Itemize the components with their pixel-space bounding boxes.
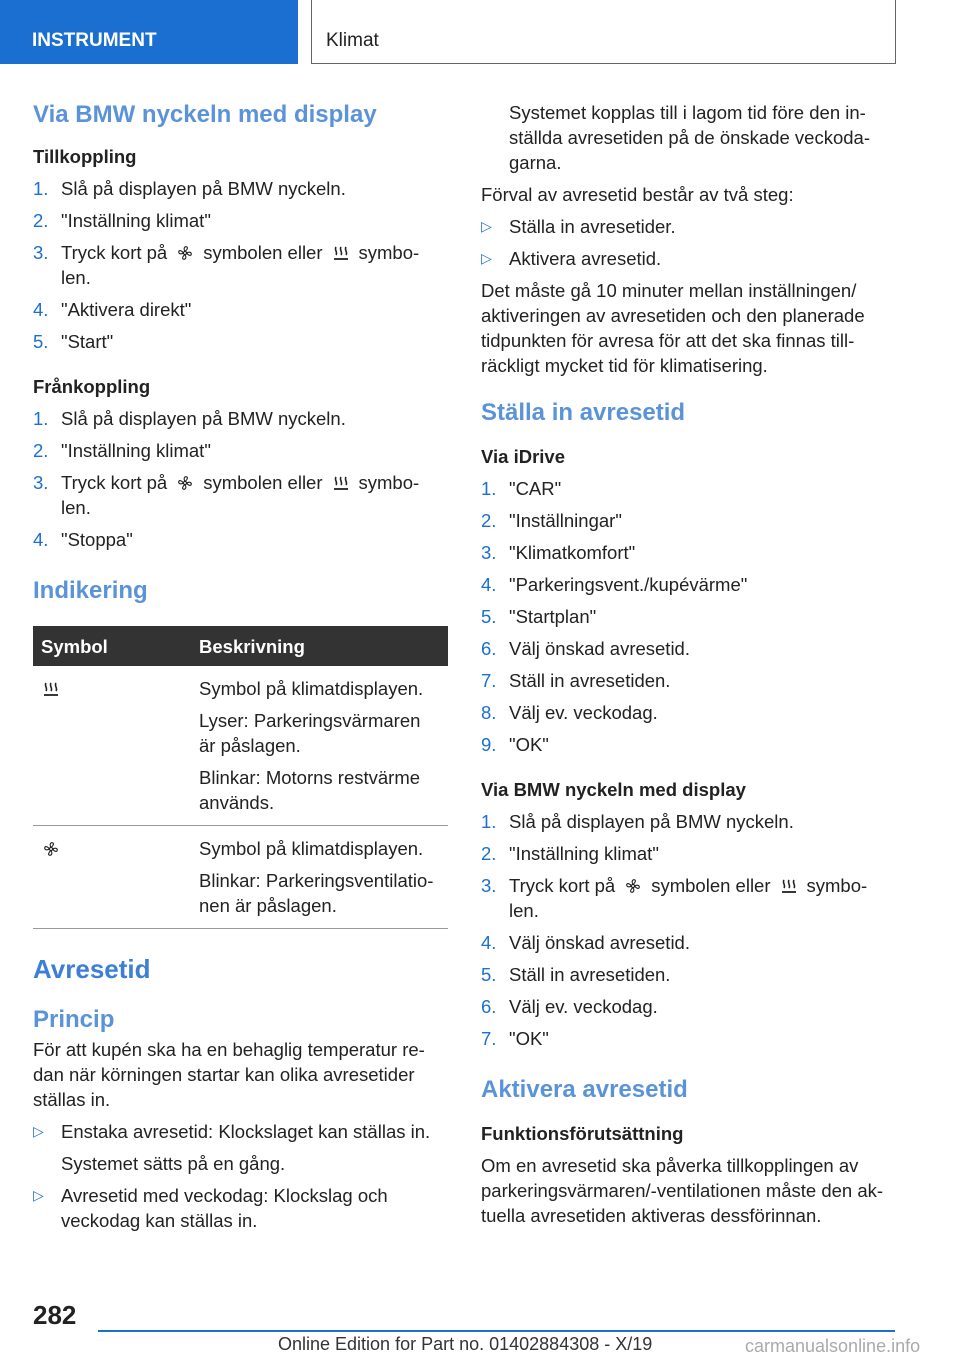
heater-icon (41, 681, 61, 697)
list-item: 4. Välj önskad avresetid. (481, 932, 690, 953)
heater-icon (331, 245, 351, 261)
idrive-steps-list (481, 476, 896, 757)
list-item: 4. "Aktivera direkt" (33, 299, 192, 320)
list-item: 3. Tryck kort på symbolen eller symbo- len. (33, 242, 420, 288)
heading-idrive: Via iDrive (481, 446, 565, 467)
list-item: 2. "Inställning klimat" (33, 210, 211, 231)
list-item: 5. "Startplan" (481, 606, 597, 627)
heater-icon (331, 475, 351, 491)
forval-bullets (481, 214, 896, 271)
list-item: ▷ Aktivera avresetid. (481, 248, 662, 269)
table-row: Symbol på klimatdisplayen. Lyser: Parkeringsvärmaren är påslagen. Blinkar: Motorns restvärme används. (33, 666, 448, 826)
list-item: 8. Välj ev. veckodag. (481, 702, 658, 723)
footer-rule (98, 1330, 895, 1332)
off-steps-list (33, 406, 448, 552)
list-item: 3. Tryck kort på symbolen eller symbo- len. (33, 472, 420, 518)
list-item: 4. "Stoppa" (33, 529, 133, 550)
list-item: ▷ Enstaka avresetid: Klockslaget kan ställas in. (33, 1121, 431, 1142)
chapter-tab: Klimat (311, 0, 896, 64)
heading-tillkoppling: Tillkoppling (33, 146, 137, 167)
funktion-text: Om en avresetid ska påverka tillkopplingen av parkeringsvärmaren/-ventilationen måste den ak-tuella avresetiden aktiveras dessförinnan. (481, 1155, 884, 1226)
list-item: 6. Välj önskad avresetid. (481, 638, 690, 659)
table-row: Symbol på klimatdisplayen. Blinkar: Parkeringsventilatio-nen är påslagen. (33, 826, 448, 929)
heading-aktivera: Aktivera avresetid (481, 1076, 688, 1103)
fan-icon (175, 245, 195, 261)
list-item: 6. Välj ev. veckodag. (481, 996, 658, 1017)
list-item: 5. Ställ in avresetiden. (481, 964, 671, 985)
list-item: 7. "OK" (481, 1028, 549, 1049)
heading-display: Via BMW nyckeln med display (33, 101, 377, 128)
watermark-text: carmanualsonline.info (745, 1336, 921, 1356)
heater-icon (779, 878, 799, 894)
continued-text: Systemet kopplas till i lagom tid före den in-ställda avresetiden på de önskade veckoda-garna. (509, 102, 870, 173)
left-column: Via BMW nyckeln med display Tillkoppling 1. Slå på displayen på BMW nyckeln. 2. "Inställning klimat" 3. Tryck kort på symbolen eller symbo- len. 4. "Aktivera direkt" 5. "Start" Frånkoppling 1. Slå på displayen på BMW nyckeln. 2. "Inställning klimat" 3. Tryck kort på symbolen eller symbo- len. 4. "Stoppa" Indikering Symbol Beskrivning Symbol på klimatdisplayen. Lyser: Parkeringsvärmaren är påslagen. Blinkar: Motorns restvärme används. Symbol på klimatdisplayen. Blinkar: Parkeringsventilatio-nen är påslagen. Avresetid Princip För att kupén ska ha en behaglig temperatur re-dan när körningen startar kan olika avresetider ställas in. ▷ Enstaka avresetid: Klockslaget kan ställas in. Systemet sätts på en gång. ▷ Avresetid med veckodag: Klockslag och veckodag kan ställas in. (33, 100, 448, 1233)
list-item: 2. "Inställning klimat" (481, 843, 659, 864)
list-item: 5. "Start" (33, 331, 114, 352)
footer-edition: Online Edition for Part no. 01402884308 - X/19 (278, 1334, 653, 1354)
fan-icon (175, 475, 195, 491)
on-steps-list (33, 176, 448, 354)
list-item: 7. Ställ in avresetiden. (481, 670, 671, 691)
table-header: Symbol (33, 626, 191, 666)
key-steps-list (481, 809, 896, 1051)
heading-frankoppling: Frånkoppling (33, 376, 151, 397)
list-item: ▷ Avresetid med veckodag: Klockslag och veckodag kan ställas in. (33, 1185, 388, 1231)
list-item: 1. Slå på displayen på BMW nyckeln. (33, 408, 346, 429)
list-item: 1. Slå på displayen på BMW nyckeln. (481, 811, 794, 832)
list-item: 3. "Klimatkomfort" (481, 542, 636, 563)
princip-text: För att kupén ska ha en behaglig temperatur re-dan när körningen startar kan olika avresetider ställas in. (33, 1039, 425, 1110)
heading-indikering: Indikering (33, 577, 148, 604)
forval-text: Förval av avresetid består av två steg: (481, 184, 794, 205)
indicator-table (33, 626, 448, 929)
heading-princip: Princip (33, 1006, 115, 1033)
heading-funktion: Funktionsförutsättning (481, 1123, 684, 1144)
heading-avresetid: Avresetid (33, 954, 151, 984)
list-item: 3. Tryck kort på symbolen eller symbo- len. (481, 875, 868, 921)
list-item: ▷ Ställa in avresetider. (481, 216, 676, 237)
list-item: 1. Slå på displayen på BMW nyckeln. (33, 178, 346, 199)
table-header: Beskrivning (191, 626, 448, 666)
heading-via-key: Via BMW nyckeln med display (481, 779, 746, 800)
list-item: 4. "Parkeringsvent./kupévärme" (481, 574, 748, 595)
heading-stalla-in: Ställa in avresetid (481, 399, 686, 426)
page-number: 282 (33, 1300, 77, 1330)
list-item: 2. "Inställning klimat" (33, 440, 211, 461)
timing-paragraph: Det måste gå 10 minuter mellan inställningen/ aktiveringen av avresetiden och den planerade tidpunkten för avresa för att det ska finnas till-räckligt mycket tid för klimatisering. (481, 280, 865, 376)
list-item: 1. "CAR" (481, 478, 562, 499)
fan-icon (623, 878, 643, 894)
list-item: 9. "OK" (481, 734, 549, 755)
princip-bullets (33, 1119, 448, 1144)
section-tab: INSTRUMENT (0, 0, 298, 64)
right-column (481, 100, 896, 1228)
fan-icon (41, 841, 61, 857)
list-item: 2. "Inställningar" (481, 510, 622, 531)
